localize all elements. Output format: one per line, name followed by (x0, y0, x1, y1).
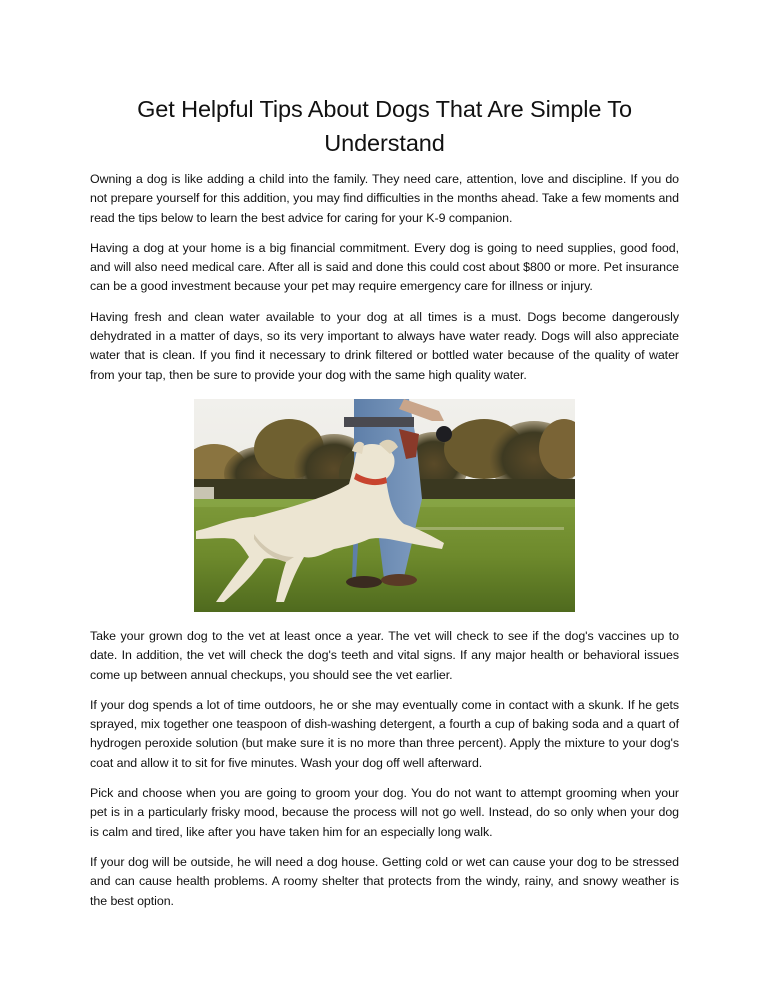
paragraph-dog-house: If your dog will be outside, he will need a dog house. Getting cold or wet can cause your dog to be stressed and can cause health problems. A roomy shelter that protects from the windy, rainy, and snowy weather is the best option. (90, 854, 679, 908)
paragraph-financial-commitment: Having a dog at your home is a big financial commitment. Every dog is going to need supplies, good food, and will also need medical care. After all is said and done this could cost about $800 or more. Pet insurance can be a good investment because your pet may require emergency care for illness or injury. (90, 240, 679, 294)
document-page (90, 92, 679, 922)
dog-playing-image (194, 399, 575, 612)
page-title: Get Helpful Tips About Dogs That Are Simple To Understand (137, 96, 632, 156)
paragraph-fresh-water: Having fresh and clean water available to your dog at all times is a must. Dogs become dangerously dehydrated in a matter of days, so its very important to always have water ready. Dogs will also appreciate water that is clean. If you find it necessary to drink filtered or bottled water because of the quality of water from your tap, then be sure to provide your dog with the same high quality water. (90, 309, 679, 382)
paragraph-intro: Owning a dog is like adding a child into the family. They need care, attention, love and discipline. If you do not prepare yourself for this addition, you may find difficulties in the months ahead. Take a few moments and read the tips below to learn the best advice for caring for your K-9 companion. (90, 172, 679, 225)
dog-photo (194, 399, 575, 612)
paragraph-skunk: If your dog spends a lot of time outdoors, he or she may eventually come in contact with a skunk. If he gets sprayed, mix together one teaspoon of dish-washing detergent, a fourth a cup of baking soda and a quart of hydrogen peroxide solution (but make sure it is no more than three percent). Apply the mixture to your dog's coat and allow it to sit for five minutes. Wash your dog off well afterward. (90, 697, 679, 770)
paragraph-vet-visit: Take your grown dog to the vet at least once a year. The vet will check to see if the dog's vaccines up to date. In addition, the vet will check the dog's teeth and vital signs. If any major health or behavioral issues come up between annual checkups, you should see the vet earlier. (90, 628, 679, 682)
paragraph-grooming: Pick and choose when you are going to groom your dog. You do not want to attempt grooming when your pet is in a particularly frisky mood, because the process will not go well. Instead, do so only when your dog is calm and tired, like after you have taken him for an especially long walk. (90, 786, 679, 839)
